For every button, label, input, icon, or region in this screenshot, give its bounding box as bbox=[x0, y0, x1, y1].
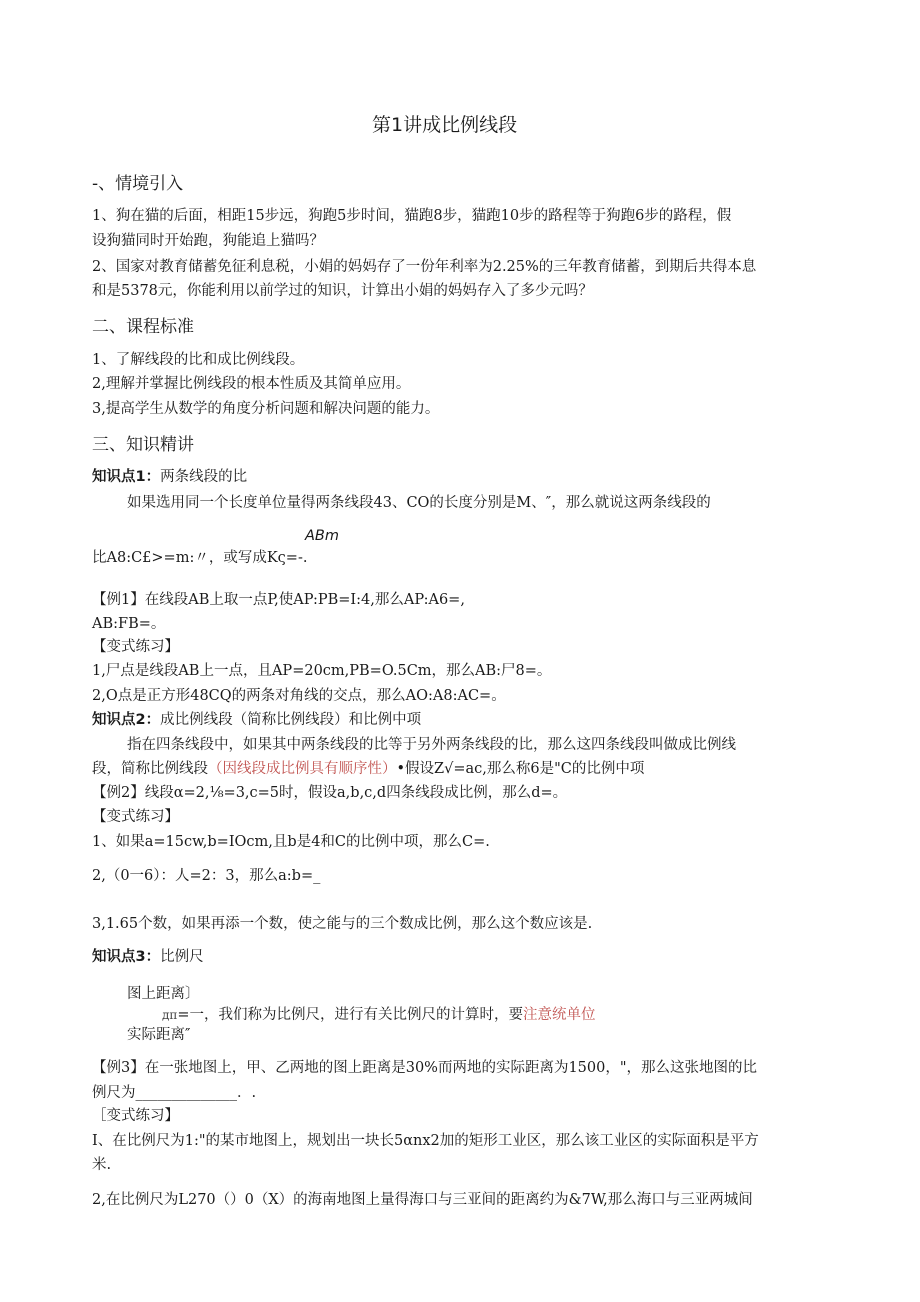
list-item: 1、了解线段的比和成比例线段。 bbox=[92, 352, 305, 368]
scale-numerator: 图上距离〕 bbox=[127, 986, 200, 1002]
paragraph-line: 1、狗在猫的后面，相距15步远，狗跑5步时间，猫跑8步，猫跑10步的路程等于狗跑6步的路程，假 bbox=[92, 208, 732, 224]
section-heading-knowledge: 三、知识精讲 bbox=[92, 435, 194, 455]
variant-heading: ［变式练习】 bbox=[92, 1108, 179, 1124]
text-run: =一，我们称为比例尺，进行有关比例尺的计算时，要 bbox=[177, 1007, 524, 1023]
page-title: 第1讲成比例线段 bbox=[372, 114, 518, 136]
ratio-line: 比A8:C£>=m:〃，或写成Kς=-. bbox=[92, 550, 308, 566]
paragraph-line: 和是5378元，你能利用以前学过的知识，计算出小娟的妈妈存入了多少元吗？ bbox=[92, 283, 593, 299]
section-heading-intro: -、情境引入 bbox=[92, 174, 184, 194]
example-3: 【例3】在一张地图上，甲、乙两地的图上距离是30%而两地的实际距离为1500，"，那么这张地图的比 bbox=[92, 1060, 758, 1076]
variant-item: 1、如果a=15cw,b=IOcm,且b是4和C的比例中项，那么C=. bbox=[92, 834, 490, 850]
variant-item: I、在比例尺为1:"的某市地图上，规划出一块长5αnx2加的矩形工业区，那么该工业区的实际面积是平方 bbox=[92, 1133, 759, 1149]
section-heading-standards: 二、课程标准 bbox=[92, 317, 194, 337]
highlight-text: 注意统单位 bbox=[523, 1007, 596, 1023]
example-3-cont: 例尺为______________．. bbox=[92, 1085, 257, 1101]
text-run: •假设Z√=ac,那么称6是"C的比例中项 bbox=[396, 761, 645, 777]
example-1-cont: AB:FB=。 bbox=[92, 616, 166, 632]
variant-item: 2,O点是正方形48CQ的两条对角线的交点，那么AO:A8:AC=。 bbox=[92, 688, 506, 704]
scale-denominator: 实际距离″ bbox=[127, 1027, 191, 1043]
kp-title: 成比例线段（简称比例线段）和比例中项 bbox=[160, 712, 422, 728]
kp-title: 比例尺 bbox=[160, 949, 204, 965]
paragraph-line: 指在四条线段中，如果其中两条线段的比等于另外两条线段的比，那么这四条线段叫做成比例线 bbox=[127, 737, 736, 753]
paragraph-line: 设狗猫同时开始跑，狗能追上猫吗？ bbox=[92, 233, 324, 249]
kp-title: 两条线段的比 bbox=[160, 469, 248, 485]
kp-label: 知识点1： bbox=[92, 469, 161, 485]
variant-heading: 【变式练习】 bbox=[92, 809, 179, 825]
example-2: 【例2】线段α=2,⅛=3,c=5时，假设a,b,c,d四条线段成比例，那么d=。 bbox=[92, 785, 568, 801]
example-1: 【例1】在线段AB上取一点P,使AP:PB=I:4,那么AP:A6=, bbox=[92, 592, 465, 608]
kp-label: 知识点3： bbox=[92, 949, 161, 965]
list-item: 2,理解并掌握比例线段的根本性质及其简单应用。 bbox=[92, 376, 411, 392]
knowledge-point-1 bbox=[92, 467, 247, 487]
variant-item: 1,尸点是线段AB上一点，且AP=20cm,PB=O.5Cm，那么AB:尸8=。 bbox=[92, 663, 552, 679]
variant-item: 2,在比例尺为L270（）0（X）的海南地图上量得海口与三亚间的距离约为&7W,那么海口与三亚两城间 bbox=[92, 1192, 753, 1208]
variant-item-cont: 米. bbox=[92, 1157, 112, 1173]
list-item: 3,提高学生从数学的角度分析问题和解决问题的能力。 bbox=[92, 401, 440, 417]
knowledge-point-2 bbox=[92, 710, 421, 730]
highlight-text: （因线段成比例具有顺序性） bbox=[208, 761, 397, 777]
small-mark: дп bbox=[162, 1008, 178, 1022]
variant-item: 2,（0一6）：人=2：3，那么a:b=_ bbox=[92, 868, 321, 884]
variant-heading: 【变式练习】 bbox=[92, 639, 179, 655]
text-run: 段，简称比例线段 bbox=[92, 761, 208, 777]
paragraph-line: 2、国家对教育储蓄免征利息税，小娟的妈妈存了一份年利率为2.25%的三年教育储蓄，到期后共得本息 bbox=[92, 259, 757, 275]
paragraph-line: 如果选用同一个长度单位量得两条线段43、CO的长度分别是M、″，那么就说这两条线段的 bbox=[127, 495, 711, 511]
knowledge-point-3 bbox=[92, 947, 204, 967]
scale-formula-line bbox=[162, 1005, 596, 1025]
paragraph-line bbox=[92, 759, 644, 779]
fraction-numerator: ABm bbox=[305, 528, 339, 544]
variant-item: 3,1.65个数，如果再添一个数，使之能与的三个数成比例，那么这个数应该是. bbox=[92, 916, 593, 932]
kp-label: 知识点2： bbox=[92, 712, 161, 728]
